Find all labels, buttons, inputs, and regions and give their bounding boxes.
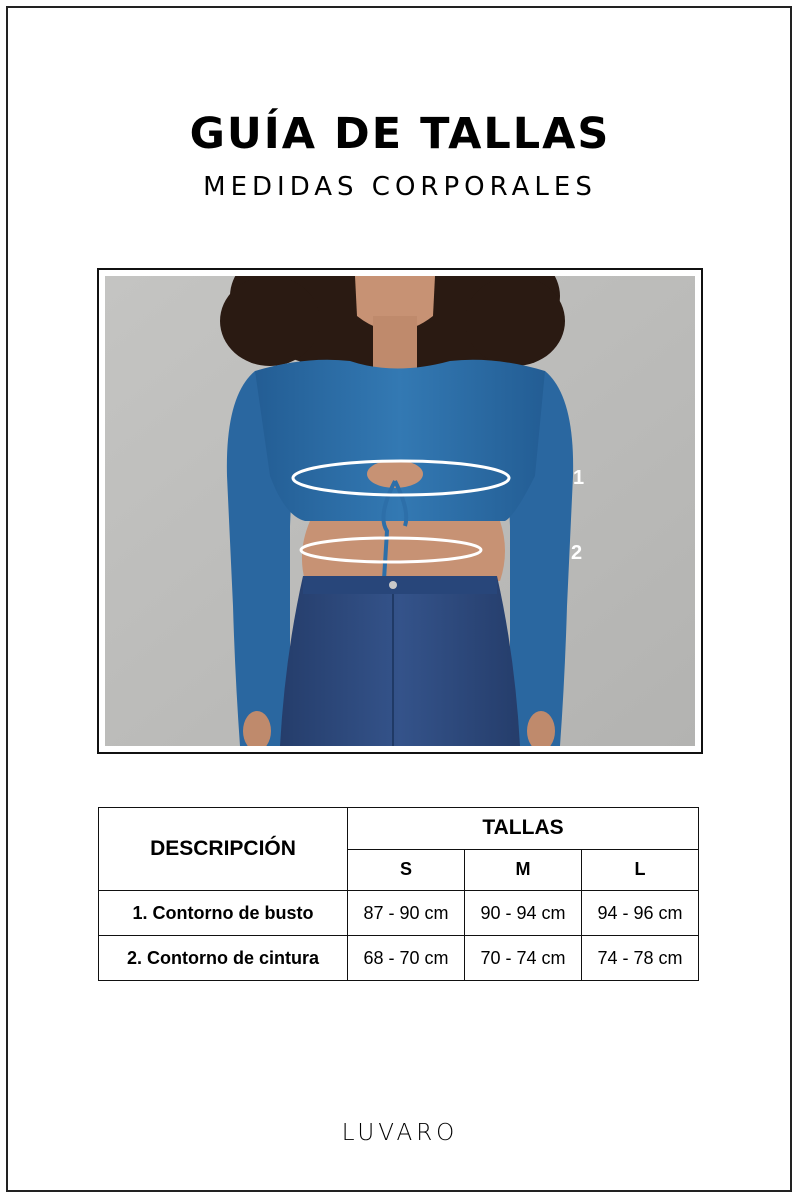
model-jeans — [280, 576, 520, 746]
page-subtitle: MEDIDAS CORPORALES — [203, 172, 597, 202]
jeans-waistband — [303, 576, 497, 594]
cell-value: 90 - 94 cm — [465, 891, 582, 936]
size-table — [98, 807, 699, 981]
cell-value: 68 - 70 cm — [348, 936, 465, 981]
page-title: GUÍA DE TALLAS — [189, 109, 611, 159]
cell-value: 87 - 90 cm — [348, 891, 465, 936]
row-label: 2. Contorno de cintura — [99, 936, 348, 981]
size-l-header: L — [582, 849, 699, 891]
model-photo-frame — [97, 268, 703, 754]
model-neck — [373, 316, 417, 376]
cell-value: 94 - 96 cm — [582, 891, 699, 936]
cell-value: 70 - 74 cm — [465, 936, 582, 981]
sizes-header: TALLAS — [348, 808, 699, 850]
table-row — [99, 936, 699, 981]
brand-logo: LUVARO — [341, 1120, 459, 1146]
model-photo — [105, 276, 695, 746]
marker-1-label: 1 — [573, 467, 585, 489]
description-header: DESCRIPCIÓN — [99, 808, 348, 891]
cell-value: 74 - 78 cm — [582, 936, 699, 981]
model-midriff — [302, 521, 505, 581]
table-row — [99, 891, 699, 936]
size-s-header: S — [348, 849, 465, 891]
jeans-button — [389, 581, 397, 589]
size-m-header: M — [465, 849, 582, 891]
marker-2-label: 2 — [571, 542, 583, 564]
row-label: 1. Contorno de busto — [99, 891, 348, 936]
